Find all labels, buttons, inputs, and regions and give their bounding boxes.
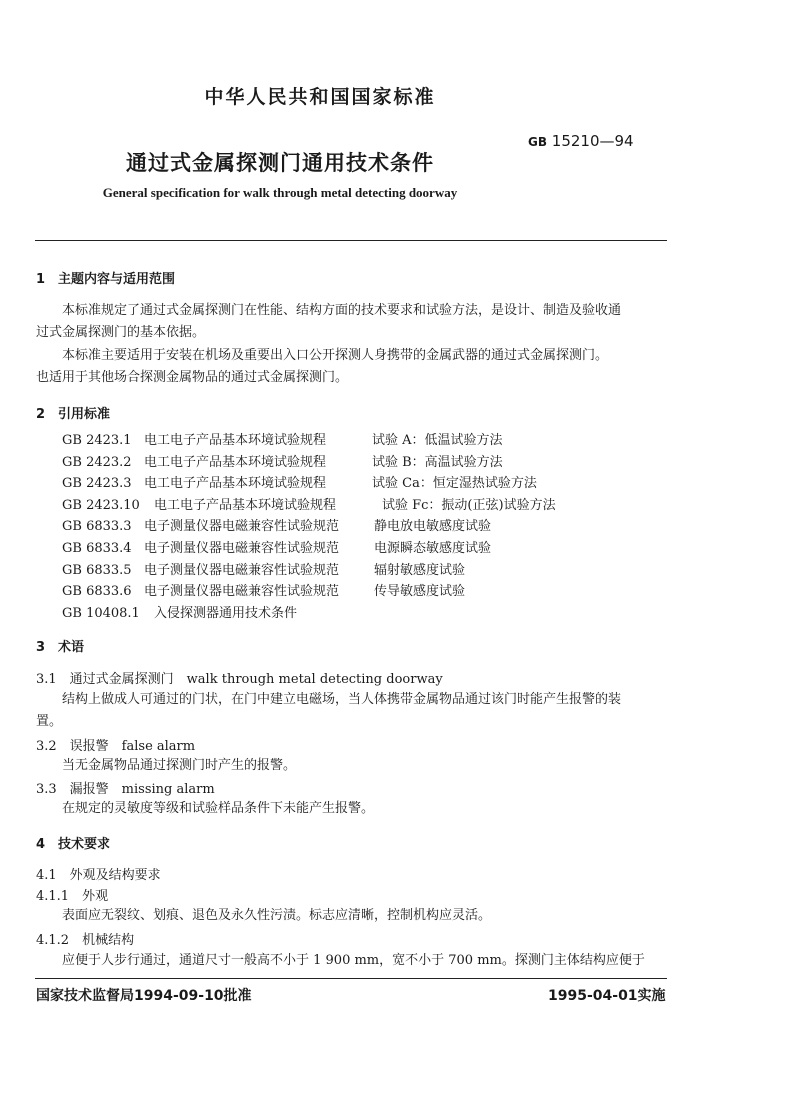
reference-item [62,603,556,625]
term-3-1-body-line2: 置。 [36,714,63,729]
section-1-para2-line1: 本标准主要适用于安装在机场及重要出入口公开探测人身携带的金属武器的通过式金属探测门。 [62,348,609,363]
reference-code: GB 6833.3 [62,519,132,535]
reference-item [62,516,556,538]
reference-test: 试验 Ca：恒定湿热试验方法 [372,476,537,492]
term-3-2-body: 当无金属物品通过探测门时产生的报警。 [62,758,297,773]
reference-test: 辐射敏感度试验 [374,562,466,578]
section-2-heading: 2 引用标准 [36,407,111,422]
effective-date: 1995-04-01实施 [548,988,666,1004]
reference-code: GB 2423.1 [62,433,132,448]
approval-date: 国家技术监督局1994-09-10批准 [36,988,252,1004]
section-1-heading: 1 主题内容与适用范围 [36,272,176,287]
reference-title: 电子测量仪器电磁兼容性试验规范 [144,519,340,535]
section-1-para1-line1: 本标准规定了通过式金属探测门在性能、结构方面的技术要求和试验方法，是设计、制造及验收通 [62,303,622,318]
reference-test: 试验 B：高温试验方法 [372,454,503,470]
reference-test: 传导敏感度试验 [374,584,466,600]
section-4-1-heading: 4.1 外观及结构要求 [36,868,161,883]
reference-test: 静电放电敏感度试验 [374,519,492,535]
term-3-3-heading: 3.3 漏报警 missing alarm [36,782,215,797]
reference-item [62,581,556,603]
term-3-1-heading: 3.1 通过式金属探测门 walk through metal detecting doorway [36,672,443,687]
section-4-1-2-body: 应便于人步行通过，通道尺寸一般高不小于 1 900 mm，宽不小于 700 mm。探测门主体结构应便于 [62,953,645,968]
standard-number: 15210—94 [551,132,634,150]
reference-test: 试验 Fc：振动(正弦)试验方法 [382,497,556,513]
reference-code: GB 6833.6 [62,584,132,600]
standard-prefix: GB [528,135,547,149]
section-4-1-1-body: 表面应无裂纹、划痕、退色及永久性污渍。标志应清晰，控制机构应灵活。 [62,908,492,923]
reference-item [62,430,556,452]
reference-test: 电源瞬态敏感度试验 [374,540,492,556]
top-divider [35,240,667,241]
reference-code: GB 6833.5 [62,562,132,578]
section-4-heading: 4 技术要求 [36,837,111,852]
section-1-para1-line2: 过式金属探测门的基本依据。 [36,325,206,340]
section-4-1-2-heading: 4.1.2 机械结构 [36,933,135,948]
reference-title: 电工电子产品基本环境试验规程 [154,497,337,513]
reference-code: GB 2423.2 [62,454,132,470]
reference-code: GB 2423.10 [62,497,140,513]
reference-title: 电子测量仪器电磁兼容性试验规范 [144,540,340,556]
section-1-para2-line2: 也适用于其他场合探测金属物品的通过式金属探测门。 [36,370,349,385]
term-3-3-body: 在规定的灵敏度等级和试验样品条件下未能产生报警。 [62,801,375,816]
reference-title: 电工电子产品基本环境试验规程 [144,433,327,448]
term-3-1-body-line1: 结构上做成人可通过的门状，在门中建立电磁场，当人体携带金属物品通过该门时能产生报警的装 [62,692,622,707]
reference-item [62,538,556,560]
reference-title: 电工电子产品基本环境试验规程 [144,476,327,492]
section-3-heading: 3 术语 [36,640,85,655]
reference-title: 入侵探测器通用技术条件 [154,605,298,621]
national-standard-heading: 中华人民共和国国家标准 [204,86,436,108]
reference-list [62,430,556,624]
reference-title: 电工电子产品基本环境试验规程 [144,454,327,470]
reference-code: GB 6833.4 [62,540,132,556]
document-title-cn: 通过式金属探测门通用技术条件 [126,151,434,175]
reference-title: 电子测量仪器电磁兼容性试验规范 [144,562,340,578]
document-title-en: General specification for walk through metal detecting doorway [102,185,458,200]
reference-item [62,495,556,517]
reference-code: GB 10408.1 [62,605,140,621]
reference-code: GB 2423.3 [62,476,132,492]
reference-item [62,560,556,582]
reference-test: 试验 A：低温试验方法 [372,433,503,448]
reference-item [62,452,556,474]
reference-item [62,473,556,495]
bottom-divider [35,978,667,979]
term-3-2-heading: 3.2 误报警 false alarm [36,739,196,754]
section-4-1-1-heading: 4.1.1 外观 [36,889,109,904]
reference-title: 电子测量仪器电磁兼容性试验规范 [144,584,340,600]
